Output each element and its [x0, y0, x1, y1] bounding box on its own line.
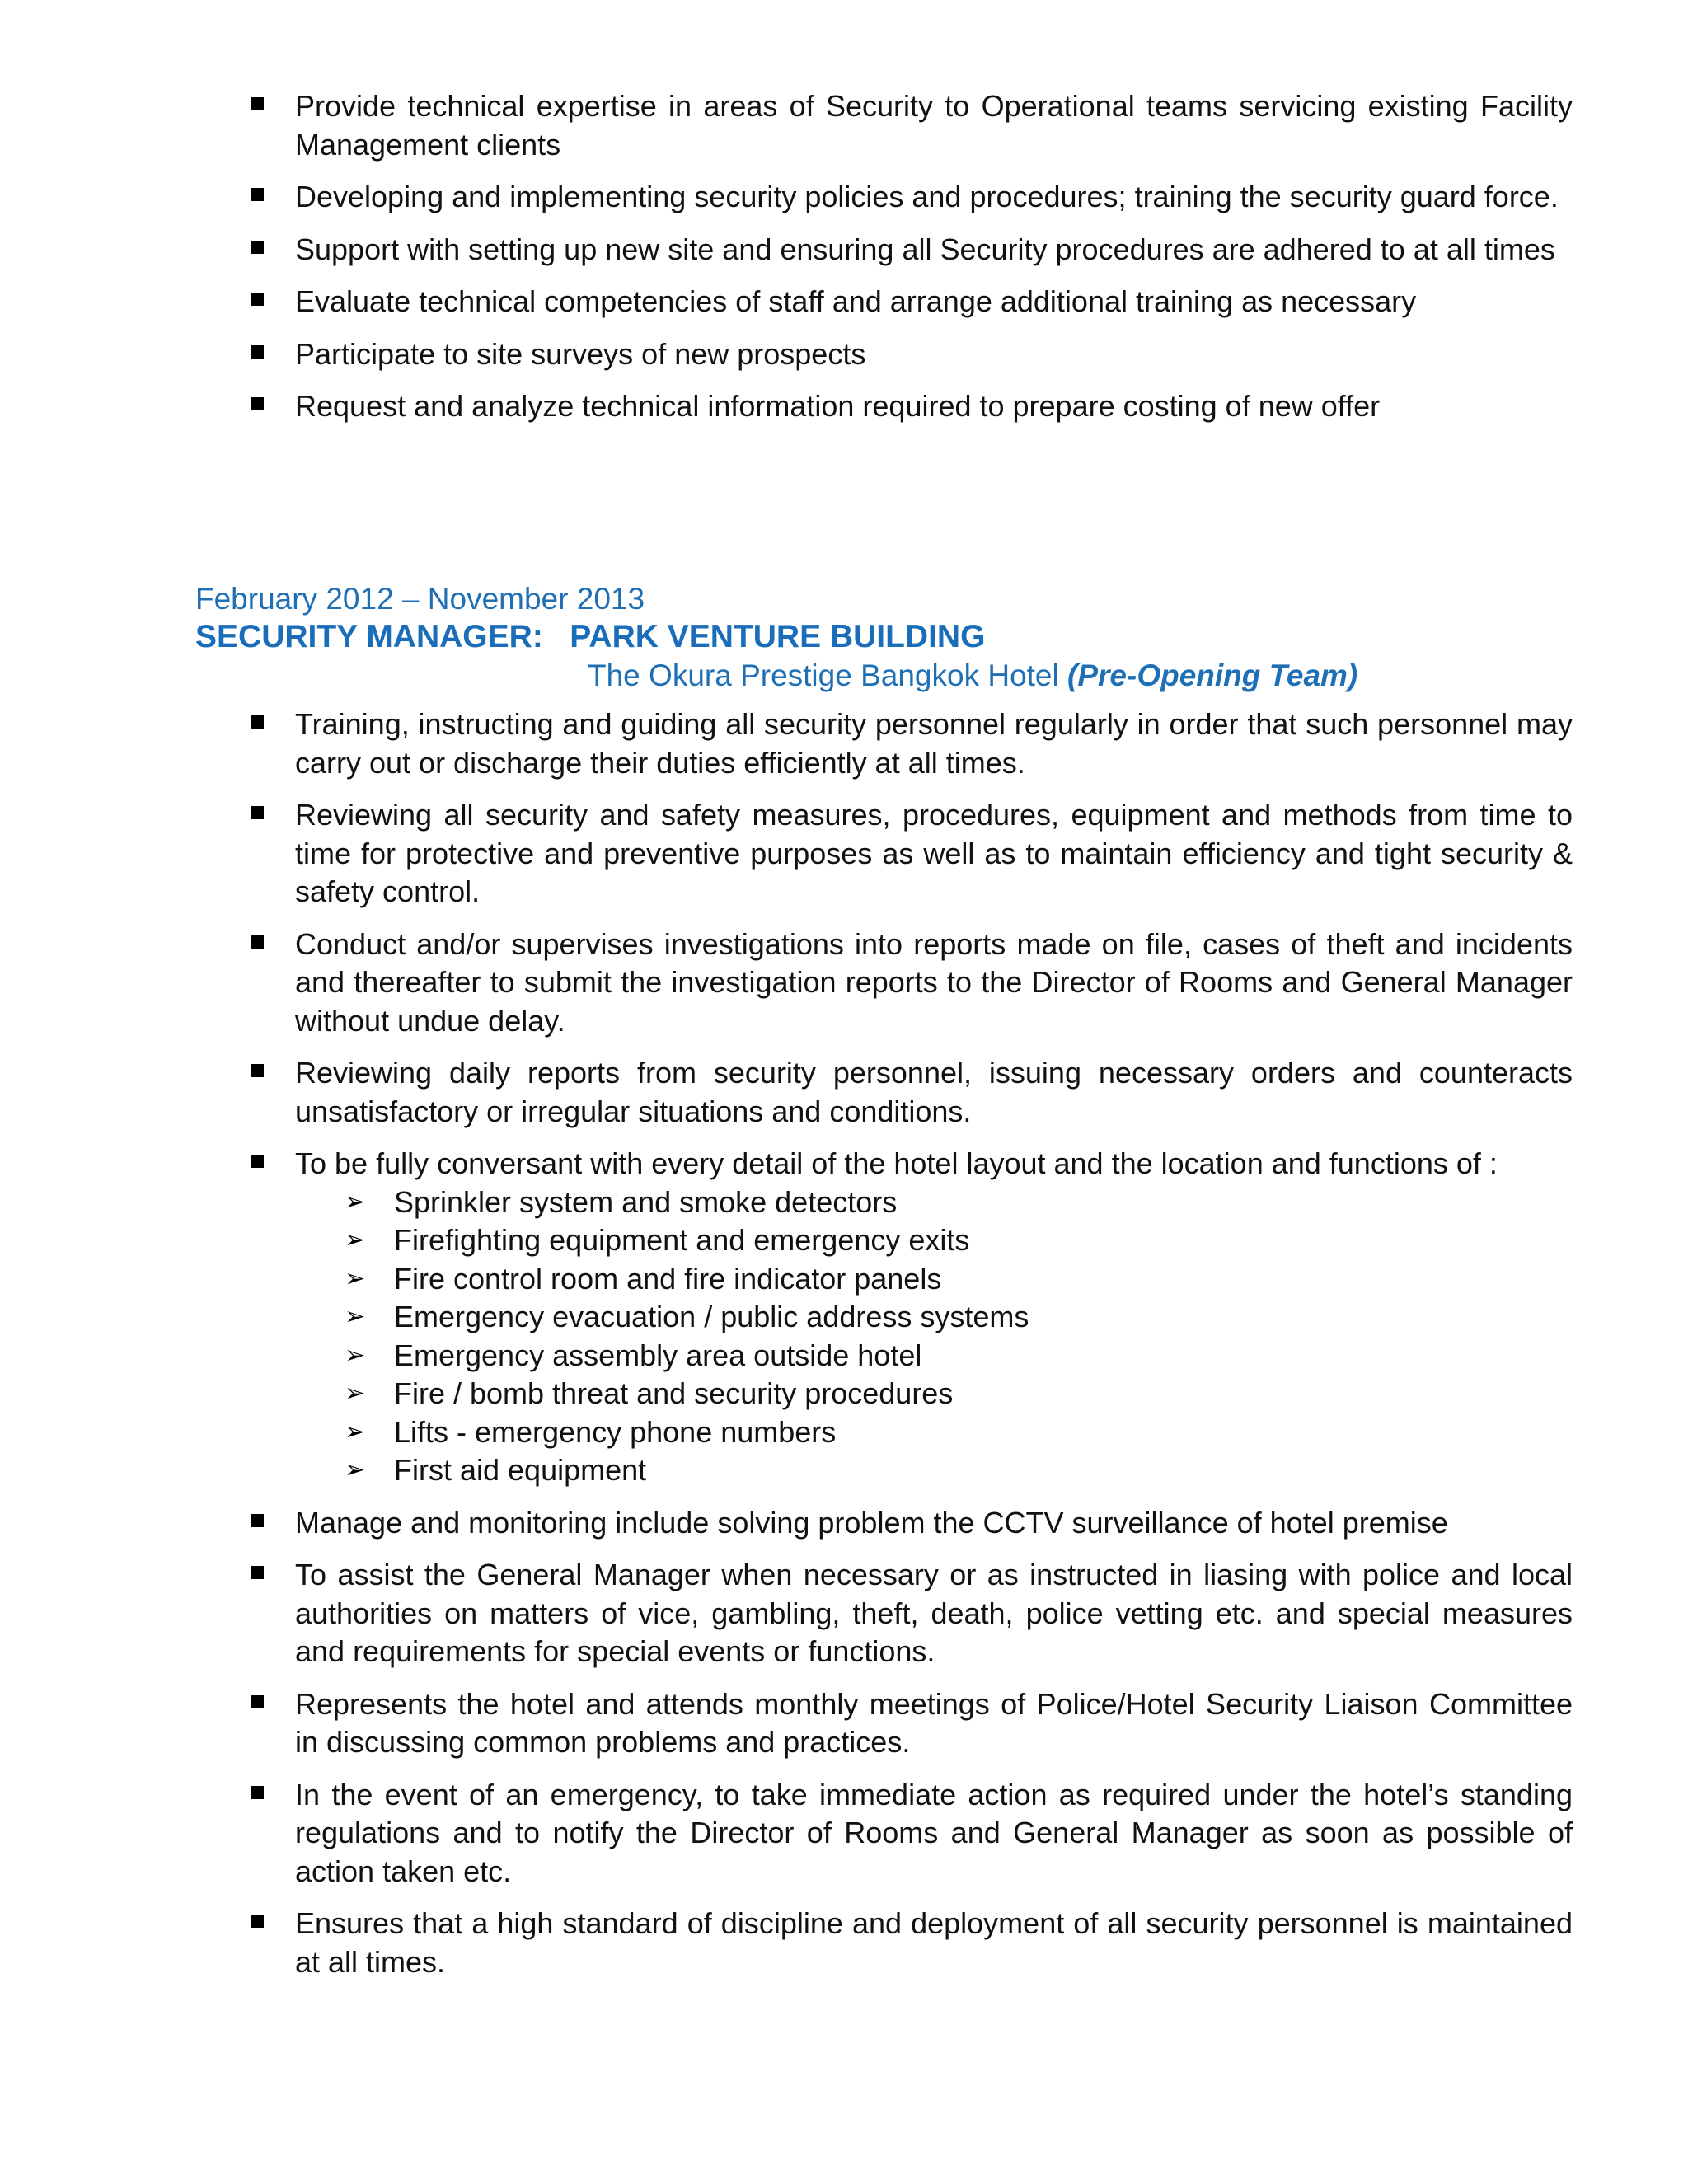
list-item-text: Evaluate technical competencies of staff and arrange additional training as necessary	[295, 284, 1417, 318]
sublist-item-text: Lifts - emergency phone numbers	[394, 1414, 837, 1449]
sublist-item	[345, 1337, 1573, 1376]
square-bullet-icon	[251, 715, 264, 729]
employment-dates: February 2012 – November 2013	[195, 582, 645, 616]
list-item-text: Represents the hotel and attends monthly meetings of Police/Hotel Security Liaison Committee in discussing common problems and practices.	[295, 1686, 1573, 1759]
list-item	[246, 796, 1573, 912]
square-bullet-icon	[251, 806, 264, 819]
list-item-text: To assist the General Manager when necessary or as instructed in liasing with police and local authorities on matters of vice, gambling, theft, death, police vetting etc. and special measures and requirements for special events or functions.	[295, 1558, 1573, 1668]
list-item	[246, 335, 1573, 374]
arrowhead-bullet-icon: ➢	[345, 1302, 366, 1331]
list-item	[246, 705, 1573, 782]
square-bullet-icon	[251, 935, 264, 949]
list-item-text: Reviewing all security and safety measures, procedures, equipment and methods from time to time for protective and preventive purposes as well as to maintain efficiency and tight security & safety control.	[295, 798, 1573, 908]
list-item-text: Developing and implementing security policies and procedures; training the security guard force.	[295, 180, 1559, 213]
list-item-text: Provide technical expertise in areas of Security to Operational teams servicing existing Facility Management clients	[295, 89, 1573, 162]
list-item	[246, 231, 1573, 269]
square-bullet-icon	[251, 188, 264, 201]
square-bullet-icon	[251, 1566, 264, 1579]
square-bullet-icon	[251, 397, 264, 410]
square-bullet-icon	[251, 1695, 264, 1708]
employer-line	[588, 657, 1357, 695]
sublist-item-text: Firefighting equipment and emergency exits	[394, 1223, 970, 1257]
sublist-item-text: Fire / bomb threat and security procedures	[394, 1376, 954, 1410]
list-item	[246, 1504, 1573, 1543]
list-item-text: Conduct and/or supervises investigations into reports made on file, cases of theft and incidents and thereafter to submit the investigation reports to the Director of Rooms and General Manager without undue delay.	[295, 926, 1573, 1038]
sublist-item	[345, 1183, 1573, 1222]
arrowhead-bullet-icon: ➢	[345, 1263, 366, 1293]
team-label: (Pre-Opening Team)	[1067, 658, 1358, 692]
list-item-text: In the event of an emergency, to take immediate action as required under the hotel’s standing regulations and to notify the Director of Rooms and General Manager as soon as possible of action taken etc.	[295, 1777, 1573, 1888]
sublist-item	[345, 1451, 1573, 1490]
responsibility-list-previous-role	[246, 87, 1573, 440]
list-item	[246, 1905, 1573, 1981]
job-title: SECURITY MANAGER: PARK VENTURE BUILDING	[195, 619, 986, 654]
list-item-text: Reviewing daily reports from security personnel, issuing necessary orders and counteracts unsatisfactory or irregular situations and conditions.	[295, 1056, 1573, 1128]
arrowhead-bullet-icon: ➢	[345, 1187, 366, 1216]
sublist-item	[345, 1298, 1573, 1337]
sublist-item-text: Emergency assembly area outside hotel	[394, 1338, 922, 1372]
list-item	[246, 1054, 1573, 1131]
arrowhead-bullet-icon: ➢	[345, 1226, 366, 1254]
list-item-text: Manage and monitoring include solving problem the CCTV surveillance of hotel premise	[295, 1505, 1448, 1540]
list-item-text: Training, instructing and guiding all security personnel regularly in order that such personnel may carry out or discharge their duties efficiently at all times.	[295, 707, 1573, 780]
square-bullet-icon	[251, 1155, 264, 1168]
sublist-item	[345, 1375, 1573, 1413]
arrowhead-bullet-icon: ➢	[345, 1417, 366, 1446]
square-bullet-icon	[251, 97, 264, 110]
arrowhead-bullet-icon: ➢	[345, 1340, 366, 1370]
square-bullet-icon	[251, 241, 264, 254]
list-item	[246, 387, 1573, 426]
list-item-text: Support with setting up new site and ensuring all Security procedures are adhered to at all times	[295, 232, 1555, 266]
list-item	[246, 1556, 1573, 1671]
square-bullet-icon	[251, 345, 264, 359]
sublist-item	[345, 1260, 1573, 1299]
sublist-item-text: First aid equipment	[394, 1453, 647, 1487]
list-item	[246, 178, 1573, 217]
square-bullet-icon	[251, 1514, 264, 1527]
sublist-item-text: Sprinkler system and smoke detectors	[394, 1184, 898, 1219]
square-bullet-icon	[251, 1786, 264, 1799]
sublist-item	[345, 1221, 1573, 1260]
arrowhead-bullet-icon: ➢	[345, 1455, 366, 1484]
square-bullet-icon	[251, 293, 264, 306]
square-bullet-icon	[251, 1915, 264, 1928]
sublist-item-text: Fire control room and fire indicator panels	[394, 1261, 942, 1296]
list-item-text: To be fully conversant with every detail of the hotel layout and the location and functions of :	[295, 1146, 1498, 1180]
sublist-item-text: Emergency evacuation / public address systems	[394, 1300, 1029, 1333]
list-item	[246, 283, 1573, 321]
employer-name: The Okura Prestige Bangkok Hotel	[588, 658, 1059, 692]
list-item	[246, 1145, 1573, 1490]
hotel-systems-sublist	[345, 1183, 1573, 1490]
list-item	[246, 1776, 1573, 1891]
list-item-text: Request and analyze technical information required to prepare costing of new offer	[295, 389, 1381, 423]
list-item-text: Ensures that a high standard of discipline and deployment of all security personnel is maintained at all times.	[295, 1906, 1573, 1979]
responsibility-list-security-manager	[246, 705, 1573, 1995]
sublist-item	[345, 1413, 1573, 1452]
arrowhead-bullet-icon: ➢	[345, 1379, 366, 1408]
list-item	[246, 926, 1573, 1041]
list-item	[246, 87, 1573, 164]
list-item	[246, 1685, 1573, 1762]
list-item-text: Participate to site surveys of new prospects	[295, 336, 866, 371]
square-bullet-icon	[251, 1064, 264, 1077]
